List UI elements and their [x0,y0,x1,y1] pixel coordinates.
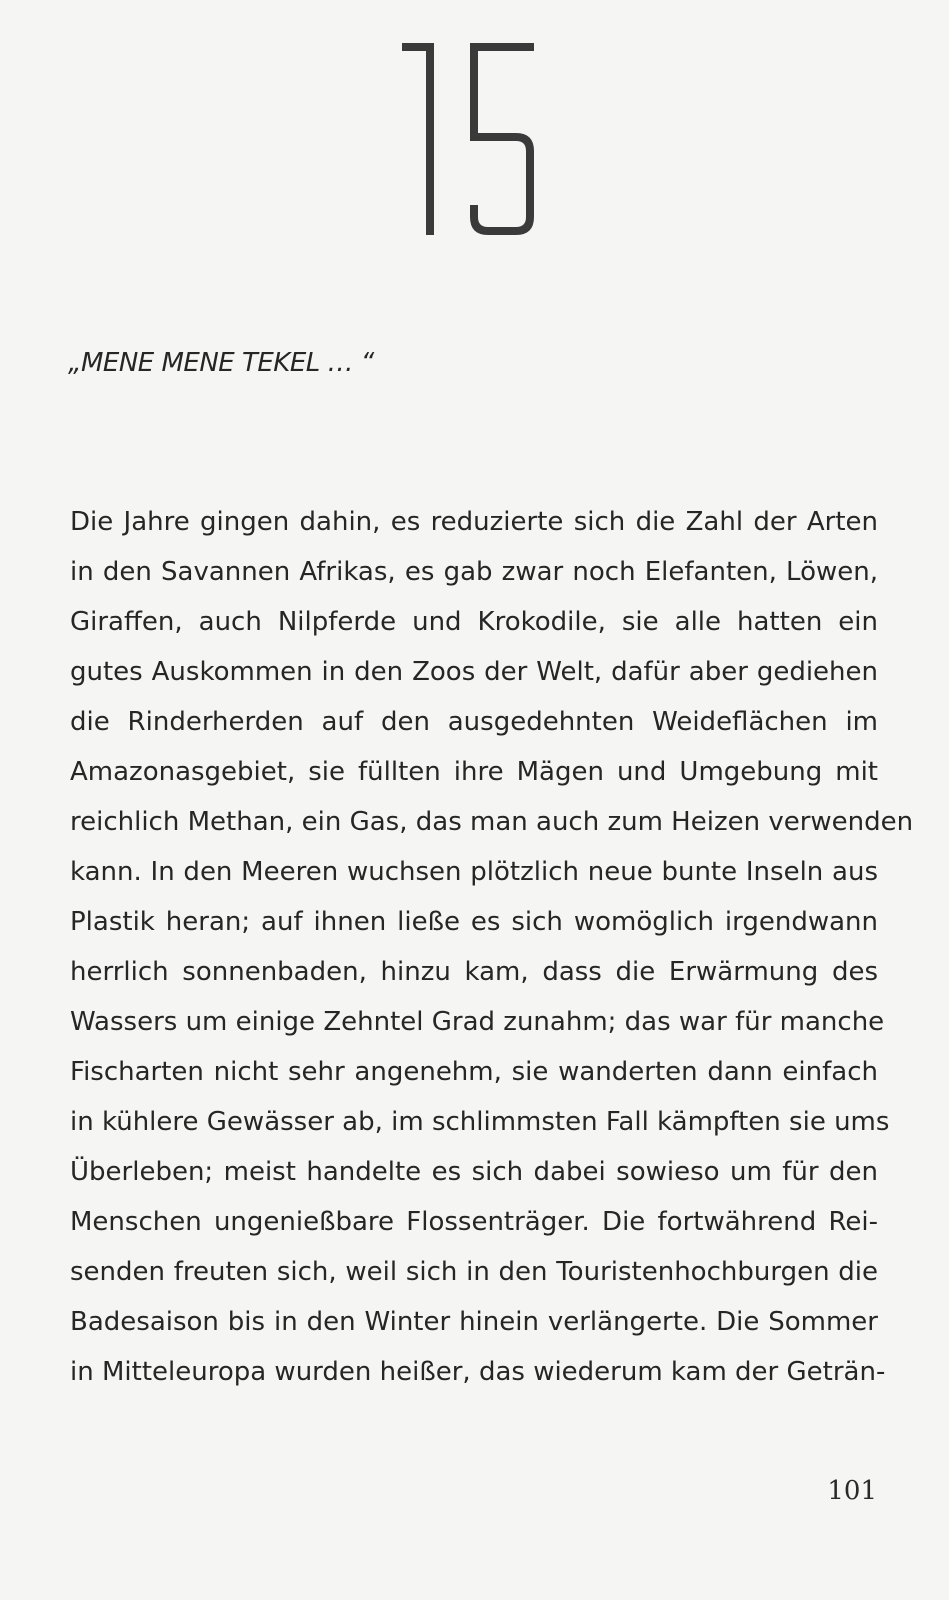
text-line: Giraffen, auch Nilpferde und Krokodile, sie alle hatten ein [70,607,878,637]
text-line: die Rinderherden auf den ausgedehnten Weideflächen im [70,707,878,737]
chapter-number-glyphs [390,35,540,240]
text-line: Menschen ungenießbare Flossenträger. Die fortwährend Rei- [70,1207,878,1237]
chapter-title: „MENE MENE TEKEL … “ [68,348,374,378]
text-line: senden freuten sich, weil sich in den Touristenhochburgen die [70,1257,878,1287]
text-line: in kühlere Gewässer ab, im schlimmsten Fall kämpften sie ums [70,1107,890,1137]
text-line: Fischarten nicht sehr angenehm, sie wanderten dann einfach [70,1057,878,1087]
text-line: Wassers um einige Zehntel Grad zunahm; das war für manche [70,1007,885,1037]
text-line: reichlich Methan, ein Gas, das man auch zum Heizen verwenden [70,807,914,837]
text-line: in den Savannen Afrikas, es gab zwar noch Elefanten, Löwen, [70,557,878,587]
text-line: Amazonasgebiet, sie füllten ihre Mägen und Umgebung mit [70,757,878,787]
text-line: herrlich sonnenbaden, hinzu kam, dass die Erwärmung des [70,957,878,987]
text-line: in Mitteleuropa wurden heißer, das wiederum kam der Geträn- [70,1357,886,1387]
text-line: Die Jahre gingen dahin, es reduzierte sich die Zahl der Arten [70,507,878,537]
text-line: Badesaison bis in den Winter hinein verlängerte. Die Sommer [70,1307,878,1337]
text-line: Überleben; meist handelte es sich dabei sowieso um für den [70,1157,878,1187]
text-line: gutes Auskommen in den Zoos der Welt, dafür aber gediehen [70,657,878,687]
chapter-number [390,35,540,240]
text-line: kann. In den Meeren wuchsen plötzlich neue bunte Inseln aus [70,857,878,887]
text-line: Plastik heran; auf ihnen ließe es sich womöglich irgendwann [70,907,878,937]
page-number: 101 [827,1476,877,1506]
body-paragraph [70,497,914,1397]
